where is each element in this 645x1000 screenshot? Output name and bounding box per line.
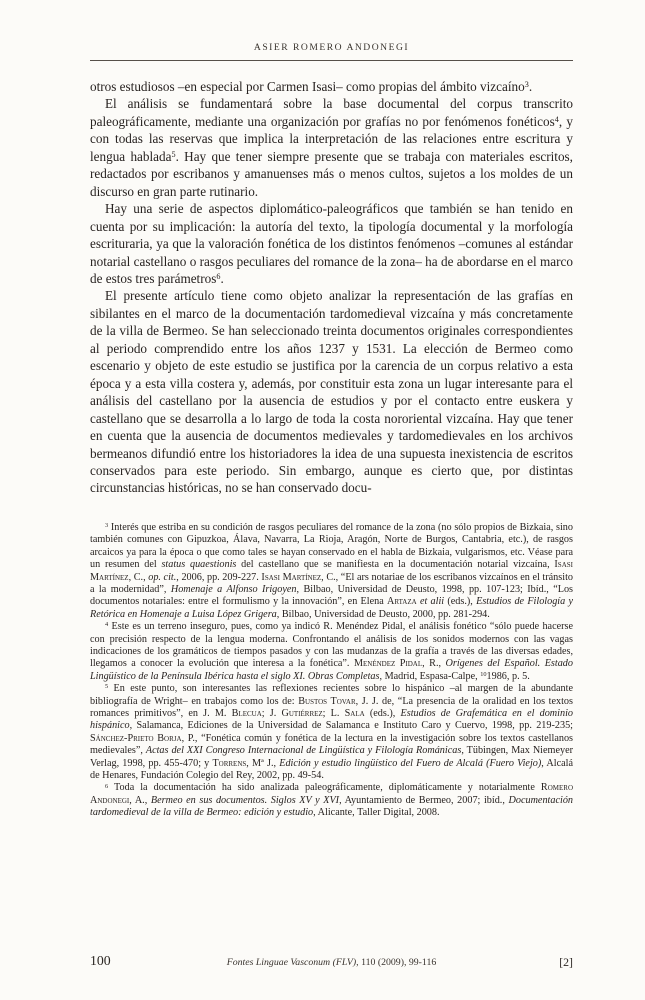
footnote bbox=[90, 782, 573, 819]
footnote bbox=[90, 522, 573, 621]
text-segment: Fontes Linguae Vasconum (FLV) bbox=[226, 957, 357, 968]
text-segment: Homenaje a Alfonso Irigoyen bbox=[170, 583, 297, 595]
text-segment: Romero Andonegi bbox=[90, 782, 573, 806]
body-paragraph bbox=[90, 95, 573, 200]
superscript-ref: 3 bbox=[105, 522, 109, 530]
text-segment: Blecua bbox=[231, 707, 262, 719]
text-segment: Torrens bbox=[212, 757, 247, 769]
text-segment: , R., bbox=[422, 658, 446, 670]
text-segment: . Hay que tener siempre presente que se trabaja con materiales escritos, redactados por escribanos y amanuenses más o menos cultos, sujetos a los moldes de un discurso en gran parte rutinario. bbox=[90, 148, 573, 199]
text-segment: Actas del XXI Congreso Internacional de Lingüística y Filología Románicas bbox=[145, 745, 462, 757]
text-segment: , 2006, pp. 209-227. bbox=[176, 571, 262, 583]
text-segment: , Mª J., bbox=[246, 757, 280, 769]
text-segment: , J. J. de, “La presencia de la oralidad en los textos romances primitivos”, en J. M. bbox=[90, 695, 573, 719]
text-segment: Orígenes del Español. Estado Lingüístico de la Península Ibérica hasta el siglo XI. Obras Completas bbox=[90, 658, 573, 682]
body-paragraph bbox=[90, 200, 573, 287]
text-segment: , Salamanca, Ediciones de la Universidad de Salamanca e Instituto Caro y Cuervo, 1998, pp. 219-235; bbox=[129, 720, 573, 732]
text-segment: Sánchez-Prieto Borja bbox=[90, 732, 182, 744]
text-segment: Bermeo en sus documentos. Siglos XV y XVI bbox=[150, 794, 340, 806]
issue-marker: [2] bbox=[559, 955, 573, 969]
superscript-ref: 6 bbox=[216, 272, 221, 282]
text-segment: Artaza bbox=[386, 596, 417, 608]
text-segment: . bbox=[220, 270, 224, 286]
text-segment: Interés que estriba en su condición de rasgos peculiares del romance de la zona (no sólo propios de Bizkaia, sino también comunes con Gipuzkoa, Álava, Navarra, La Rioja, Aragón, Norte de Burgos, Cantabria, etc.), de rasgos arcaicos ya para la época o que como tales se hayan conservado en el habla de Bizkaia, vulgarismos, etc. Véase para un resumen del bbox=[90, 521, 573, 571]
footnotes-section bbox=[90, 522, 573, 820]
footnote bbox=[90, 621, 573, 683]
text-segment: , C., bbox=[128, 571, 149, 583]
text-segment: , Ayuntamiento de Bermeo, 2007; ibíd., bbox=[339, 794, 509, 806]
text-segment: , y con todas las reservas que implica la interpretación de las relaciones entre escritura y lengua hablada bbox=[90, 113, 574, 164]
footnote bbox=[90, 683, 573, 782]
superscript-ref: 10 bbox=[480, 670, 487, 678]
superscript-ref: 5 bbox=[171, 150, 176, 160]
text-segment: Menéndez Pidal bbox=[353, 658, 423, 670]
text-segment: En este punto, son interesantes las reflexiones recientes sobre lo hispánico –al margen de la abundante bibliografía de Wright– en trabajos como los de: bbox=[90, 683, 573, 707]
text-segment: Toda la documentación ha sido analizada paleográficamente, diplomáticamente y notarialmente bbox=[108, 782, 541, 794]
text-segment: otros estudiosos –en especial por Carmen Isasi– como propias del ámbito vizcaíno bbox=[90, 79, 525, 94]
text-segment: Gutiérrez bbox=[281, 707, 323, 719]
text-segment: , Tübingen, Max Niemeyer Verlag, 1998, pp. 455-470; y bbox=[90, 745, 573, 769]
running-header bbox=[90, 42, 573, 61]
superscript-ref: 5 bbox=[105, 683, 109, 691]
text-segment: Isasi Martínez bbox=[261, 571, 322, 583]
article-body bbox=[90, 78, 573, 497]
text-segment: (eds.), bbox=[444, 596, 477, 608]
text-segment: Este es un terreno inseguro, pues, como ya indicó R. Menéndez Pidal, el análisis fonético “sólo puede hacerse con precisión respecto de la lengua moderna. Confrontando el análisis de los sonidos modernos con las vagas indicaciones de los gramáticos de tiempos pasados y con las mudanzas de la grafía a través de las diversas edades, llegamos a conocer la evolución que interesa a la fonética”. bbox=[90, 621, 573, 670]
text-segment: Documentación tardomedieval de la villa de Bermeo: edición y estudio bbox=[90, 794, 574, 819]
text-segment: , P., “Fonética común y fonética de la lectura en la investigación sobre los textos castellanos medievales”, bbox=[90, 732, 573, 757]
text-segment: Hay una serie de aspectos diplomático-paleográficos que también se han tenido en cuenta por su implicación: la autoría del texto, la tipología documental y la morfología escrituraria, ya que la valoración fonética de los distintos fenómenos –comunes al estándar notarial castellano o rasgos peculiares del romance de la zona– ha de abordarse en el marco de estos tres parámetros bbox=[90, 201, 573, 286]
text-segment: op. cit. bbox=[148, 571, 177, 583]
text-segment: Estudios de Grafemática en el dominio hispánico bbox=[90, 707, 573, 732]
running-title: ASIER ROMERO ANDONEGI bbox=[253, 42, 410, 53]
text-segment: Sala bbox=[344, 707, 365, 719]
text-segment: , C., “El ars notariae de los escribanos vizcaínos en el tránsito a la modernidad”, bbox=[90, 571, 573, 595]
text-segment: status quaestionis bbox=[161, 559, 237, 571]
text-segment: El presente artículo tiene como objeto analizar la representación de las grafías en sibilantes en el marco de la documentación tardomedieval vizcaína y más concretamente de la villa de Bermeo. Se han seleccionado treinta documentos originales correspondientes al periodo comprendido entre los años 1237 y 1531. La elección de Bermeo como escenario y objeto de este estudio se justifica por la carencia de un corpus relativo a esta época y a esta villa costera y, además, por constituir esta zona un lugar interesante para el análisis del castellano por la ausencia de estudios y por el contacto entre euskera y castellano que se desarrolla a lo largo de toda la costa nororiental vizcaína. Hay que tener en cuenta que la ausencia de documentos medievales y tardomedievales en los archivos bermeanos difundió entre los historiadores la idea de una supuesta inexistencia de escritos conservados para este periodo. Sin embargo, aunque es cierto que, por distintas circunstancias históricas, no se han conservado docu- bbox=[90, 288, 573, 496]
superscript-ref: 6 bbox=[105, 782, 109, 790]
text-segment: . bbox=[528, 79, 533, 94]
text-segment: , Bilbao, Universidad de Deusto, 1998, pp. 107-123; Ibíd., “Los documentos notariales: entre el formulismo y la innovación”, en Elena bbox=[90, 583, 574, 608]
text-segment: Bustos Tovar bbox=[298, 695, 356, 707]
body-paragraph bbox=[90, 78, 573, 95]
text-segment: El análisis se fundamentará sobre la base documental del corpus transcrito paleográficamente, mediante una organización por grafías no por fenómenos fonéticos bbox=[90, 96, 573, 129]
text-segment: ; L. bbox=[322, 707, 345, 719]
body-paragraph bbox=[90, 287, 573, 496]
superscript-ref: 4 bbox=[105, 621, 109, 629]
text-segment: Isasi Martínez bbox=[90, 559, 573, 583]
text-segment: , 110 (2009), 99-116 bbox=[356, 957, 437, 968]
text-segment: del castellano que se manifiesta en la documentación notarial vizcaína, bbox=[236, 559, 555, 571]
text-segment: (eds.), bbox=[364, 707, 401, 719]
text-segment: , Alicante, Taller Digital, 2008. bbox=[313, 807, 440, 819]
page-number: 100 bbox=[90, 953, 111, 968]
text-segment: ; J. bbox=[261, 707, 282, 719]
superscript-ref: 3 bbox=[524, 80, 529, 90]
text-segment: , Bilbao, Universidad de Deusto, 2000, pp. 281-294. bbox=[276, 608, 490, 620]
text-segment: , A., bbox=[129, 794, 151, 806]
journal-citation bbox=[90, 953, 573, 968]
text-segment: , Madrid, Espasa-Calpe, bbox=[379, 670, 481, 682]
text-segment: Edición y estudio lingüístico del Fuero de Alcalá (Fuero Viejo) bbox=[279, 757, 542, 769]
text-segment: Estudios de Filología y Retórica en Homenaje a Luisa López Grigera bbox=[90, 596, 574, 620]
page-footer bbox=[90, 953, 573, 973]
text-segment: et alii bbox=[419, 596, 445, 608]
text-segment: , Alcalá de Henares, Fundación Colegio del Rey, 2002, pp. 49-54. bbox=[90, 757, 574, 781]
page-content bbox=[90, 0, 573, 820]
header-rule bbox=[90, 60, 573, 61]
superscript-ref: 4 bbox=[554, 115, 559, 125]
text-segment: 1986, p. 5. bbox=[486, 670, 530, 682]
